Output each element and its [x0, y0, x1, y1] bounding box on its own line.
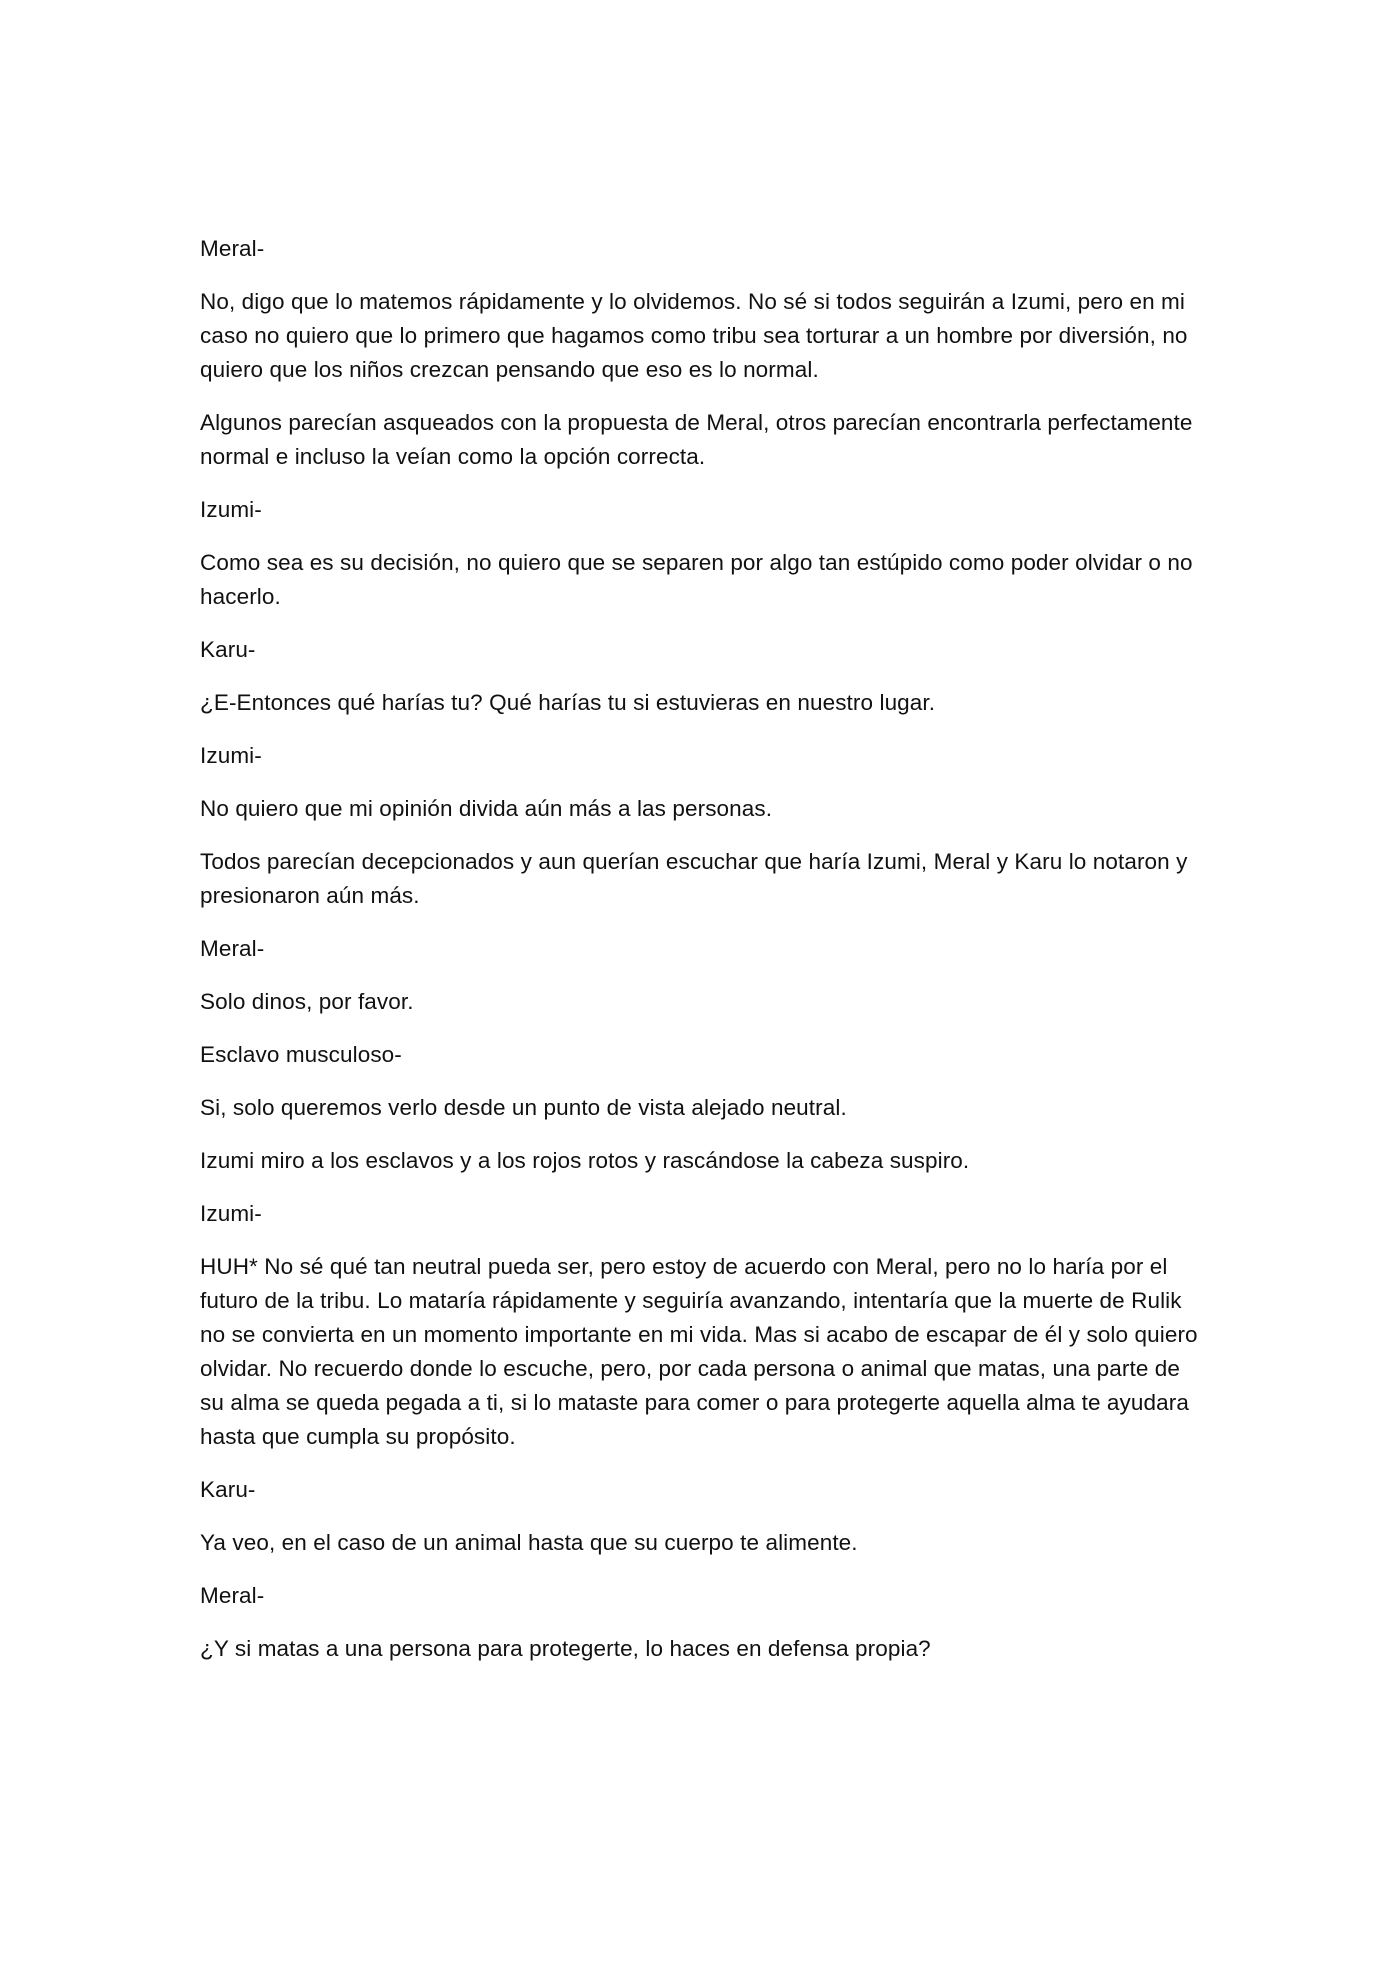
speaker-label: Izumi-: [200, 743, 262, 768]
narration-paragraph: Todos parecían decepcionados y aun querían escuchar que haría Izumi, Meral y Karu lo notaron y presionaron aún más.: [200, 849, 1188, 908]
dialogue-paragraph: HUH* No sé qué tan neutral pueda ser, pero estoy de acuerdo con Meral, pero no lo haría por el futuro de la tribu. Lo mataría rápidamente y seguiría avanzando, intentaría que la muerte de Rulik no se convierta en un momento importante en mi vida. Mas si acabo de escapar de él y solo quiero olvidar. No recuerdo donde lo escuche, pero, por cada persona o animal que matas, una parte de su alma se queda pegada a ti, si lo mataste para comer o para protegerte aquella alma te ayudara hasta que cumpla su propósito.: [200, 1254, 1198, 1449]
narration-paragraph: Izumi miro a los esclavos y a los rojos rotos y rascándose la cabeza suspiro.: [200, 1148, 970, 1173]
speaker-label: Meral-: [200, 1583, 265, 1608]
speaker-label: Esclavo musculoso-: [200, 1042, 402, 1067]
dialogue-paragraph: No, digo que lo matemos rápidamente y lo olvidemos. No sé si todos seguirán a Izumi, pero en mi caso no quiero que lo primero que hagamos como tribu sea torturar a un hombre por diversión, no quiero que los niños crezcan pensando que eso es lo normal.: [200, 289, 1188, 382]
dialogue-paragraph: ¿Y si matas a una persona para protegerte, lo haces en defensa propia?: [200, 1636, 931, 1661]
dialogue-paragraph: ¿E-Entonces qué harías tu? Qué harías tu si estuvieras en nuestro lugar.: [200, 690, 936, 715]
speaker-label: Meral-: [200, 236, 265, 261]
speaker-label: Izumi-: [200, 497, 262, 522]
dialogue-paragraph: Si, solo queremos verlo desde un punto de vista alejado neutral.: [200, 1095, 847, 1120]
dialogue-paragraph: Ya veo, en el caso de un animal hasta que su cuerpo te alimente.: [200, 1530, 858, 1555]
dialogue-paragraph: No quiero que mi opinión divida aún más a las personas.: [200, 796, 773, 821]
speaker-label: Karu-: [200, 637, 256, 662]
dialogue-paragraph: Solo dinos, por favor.: [200, 989, 414, 1014]
speaker-label: Meral-: [200, 936, 265, 961]
document-body: [200, 232, 1200, 1685]
speaker-label: Izumi-: [200, 1201, 262, 1226]
speaker-label: Karu-: [200, 1477, 256, 1502]
dialogue-paragraph: Como sea es su decisión, no quiero que se separen por algo tan estúpido como poder olvidar o no hacerlo.: [200, 550, 1193, 609]
narration-paragraph: Algunos parecían asqueados con la propuesta de Meral, otros parecían encontrarla perfectamente normal e incluso la veían como la opción correcta.: [200, 410, 1193, 469]
